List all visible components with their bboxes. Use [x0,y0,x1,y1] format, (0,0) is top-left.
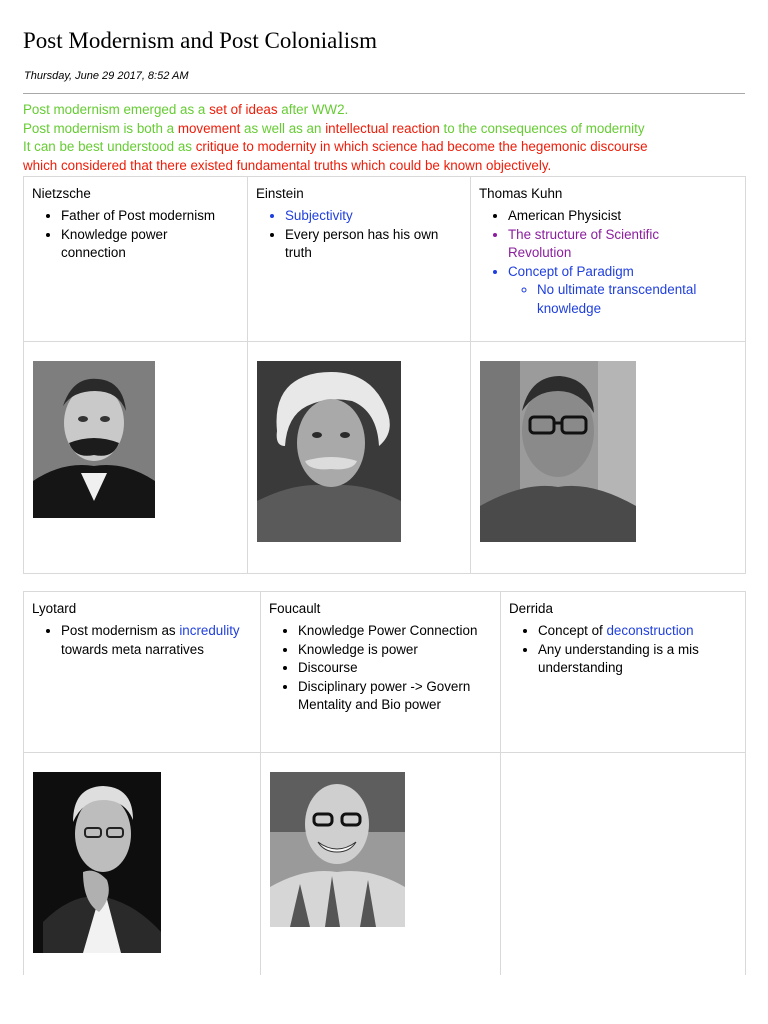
cell-foucault [261,592,501,753]
cell-lyotard [24,592,261,753]
cell-lyotard-photo [24,753,261,976]
list-item: • Knowledge is power [298,641,488,660]
cell-kuhn [471,177,746,342]
intro-highlight: movement [177,120,241,136]
intro-text-segment: Post modernism emerged as a [23,102,210,117]
thinker-name-nietzsche: Nietzsche [32,186,91,201]
foucault-portrait [270,772,405,927]
cell-kuhn-photo [471,342,746,574]
cell-derrida-photo-empty [501,753,746,976]
intro-text [23,101,753,175]
list-item-text: Concept of Paradigm [508,263,634,279]
list-item: • Father of Post modernism [61,207,233,226]
intro-highlight: which considered that there existed fundamental truths which could be known objectively. [23,157,552,173]
list-item-highlight: deconstruction [606,623,694,638]
intro-line-2 [23,120,753,139]
list-item-text: Concept of [538,623,607,638]
list-item: • Disciplinary power -> Govern Mentality and Bio power [298,678,488,715]
thinker-name-foucault: Foucault [269,601,321,616]
nietzsche-portrait [33,361,155,518]
page-date: Thursday, June 29 2017, 8:52 AM [24,70,189,82]
kuhn-points [471,207,708,319]
cell-einstein [248,177,471,342]
lyotard-portrait [33,772,161,953]
page-title: Post Modernism and Post Colonialism [23,28,377,53]
cell-einstein-photo [248,342,471,574]
list-item: • American Physicist [508,207,708,226]
intro-text-segment: after WW2. [277,102,349,117]
einstein-points [248,207,457,263]
list-item: • Knowledge Power Connection [298,622,488,641]
foucault-points [261,622,488,715]
cell-foucault-photo [261,753,501,976]
thinkers-table-1 [23,176,746,574]
cell-nietzsche-photo [24,342,248,574]
list-item [538,622,728,641]
list-item: • The structure of Scientific Revolution [508,226,708,263]
thinker-name-lyotard: Lyotard [32,601,77,616]
list-item: ◦ No ultimate transcendental knowledge [537,281,708,318]
intro-highlight: intellectual reaction [325,120,440,136]
cell-derrida [501,592,746,753]
intro-text-segment: It can be best understood as [23,139,196,155]
intro-text-segment: Post modernism is both a [23,120,178,136]
list-item [61,622,241,659]
nietzsche-points [24,207,233,263]
einstein-portrait [257,361,401,542]
thinkers-table-2 [23,591,746,975]
lyotard-points [24,622,241,659]
thinker-name-kuhn: Thomas Kuhn [479,186,563,201]
intro-line-3 [23,138,753,157]
thinker-name-derrida: Derrida [509,601,553,616]
list-item-text: Post modernism as [61,623,180,638]
intro-line-1 [23,101,753,120]
kuhn-subpoints [508,281,708,318]
kuhn-portrait [480,361,636,542]
list-item: • Discourse [298,659,488,678]
list-item: • Subjectivity [285,207,457,226]
intro-highlight: critique to modernity in which science had become the hegemonic discourse [195,139,648,155]
cell-nietzsche [24,177,248,342]
list-item-highlight: incredulity [179,623,240,638]
intro-text-segment: to the consequences of modernity [439,120,645,136]
intro-highlight: set of ideas [209,102,278,117]
title-divider [23,93,745,94]
intro-line-4 [23,157,753,176]
thinker-name-einstein: Einstein [256,186,304,201]
list-item: • Any understanding is a mis understanding [538,641,728,678]
derrida-points [501,622,728,678]
intro-text-segment: as well as an [240,120,326,136]
list-item: • Knowledge power connection [61,226,233,263]
list-item-text: towards meta narratives [61,641,204,657]
list-item: • Every person has his own truth [285,226,457,263]
list-item [508,263,708,319]
